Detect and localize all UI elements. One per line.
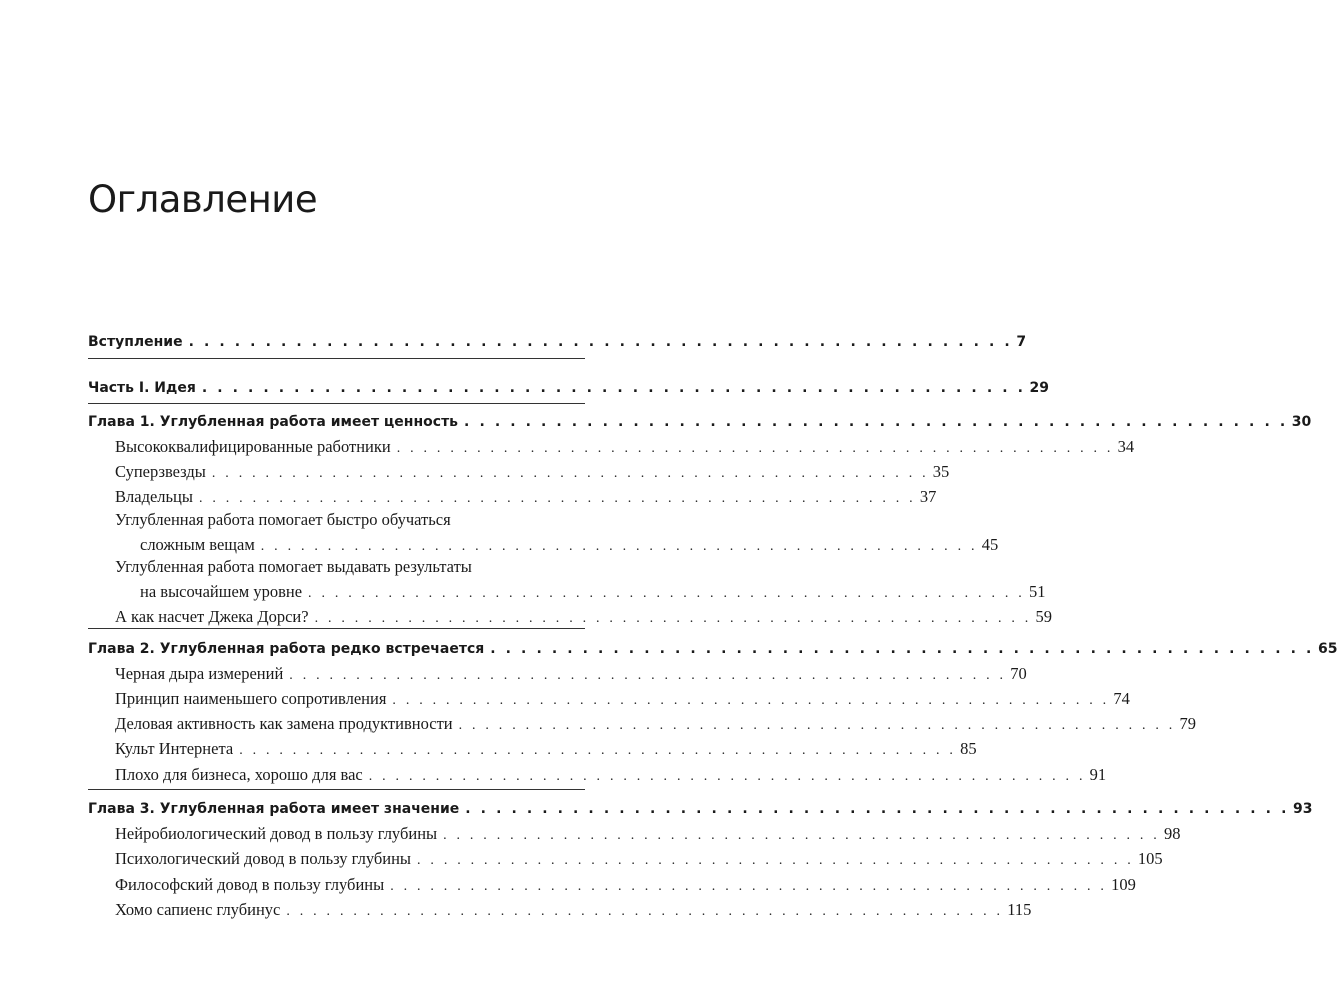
toc-entry-label-line1: Углубленная работа помогает выдавать результаты: [115, 557, 472, 576]
dot-leader: . . . . . . . . . . . . . . . . . . . . . . . . . . . . . . . . . . . . . . . . . . . . . . . . . . . . . .: [390, 879, 1108, 894]
toc-entry-label: Суперзвезды: [115, 462, 206, 481]
dot-leader: . . . . . . . . . . . . . . . . . . . . . . . . . . . . . . . . . . . . . . . . . . . . . . . . . . . . . .: [465, 801, 1289, 817]
dot-leader: . . . . . . . . . . . . . . . . . . . . . . . . . . . . . . . . . . . . . . . . . . . . . . . . . . . . . .: [308, 586, 1025, 601]
dot-leader: . . . . . . . . . . . . . . . . . . . . . . . . . . . . . . . . . . . . . . . . . . . . . . . . . . . . . .: [211, 466, 929, 481]
toc-entry-section[interactable]: [115, 761, 1107, 785]
toc-page-number: 109: [1111, 875, 1136, 894]
toc-page-number: 85: [960, 739, 977, 758]
toc-entry-section[interactable]: [140, 531, 999, 555]
dot-leader: . . . . . . . . . . . . . . . . . . . . . . . . . . . . . . . . . . . . . . . . . . . . . . . . . . . . . .: [314, 611, 1032, 626]
toc-entry-section[interactable]: [115, 483, 937, 507]
section-rule: [88, 628, 585, 629]
toc-page-number: 65: [1317, 641, 1337, 657]
dot-leader: . . . . . . . . . . . . . . . . . . . . . . . . . . . . . . . . . . . . . . . . . . . . . . . . . . . . . .: [417, 853, 1134, 868]
toc-page-number: 74: [1113, 689, 1130, 708]
toc-page-number: 45: [981, 535, 999, 554]
toc-page-number: 34: [1117, 437, 1135, 456]
toc-entry-label: Часть I. Идея: [88, 380, 196, 396]
toc-entry-chapter1[interactable]: [88, 406, 1312, 430]
toc-entry-label: Черная дыра измерений: [115, 664, 284, 683]
toc-entry-label: А как насчет Джека Дорси?: [115, 607, 309, 626]
dot-leader: . . . . . . . . . . . . . . . . . . . . . . . . . . . . . . . . . . . . . . . . . . . . . . . . . . . . . .: [260, 539, 978, 554]
toc-entry-label: Психологический довод в пользу глубины: [115, 849, 412, 868]
toc-entry-section[interactable]: [115, 458, 950, 482]
dot-leader: . . . . . . . . . . . . . . . . . . . . . . . . . . . . . . . . . . . . . . . . . . . . . . . . . . . . . .: [239, 743, 957, 758]
toc-page-number: 93: [1293, 801, 1313, 817]
toc-entry-section[interactable]: [115, 660, 1027, 684]
toc-entry-section[interactable]: [115, 820, 1181, 844]
toc-entry-label: Культ Интернета: [115, 739, 234, 758]
toc-entry-chapter3[interactable]: [88, 793, 1313, 817]
dot-leader: . . . . . . . . . . . . . . . . . . . . . . . . . . . . . . . . . . . . . . . . . . . . . . . . . . . . . .: [289, 668, 1007, 683]
toc-entry-label: сложным вещам: [140, 535, 255, 554]
dot-leader: . . . . . . . . . . . . . . . . . . . . . . . . . . . . . . . . . . . . . . . . . . . . . . . . . . . . . .: [286, 904, 1004, 919]
toc-entry-section[interactable]: [115, 735, 977, 759]
toc-entry-label: Нейробиологический довод в пользу глубины: [115, 824, 438, 843]
toc-page-number: 29: [1029, 380, 1050, 396]
toc-entry-label: Высококвалифицированные работники: [115, 437, 391, 456]
dot-leader: . . . . . . . . . . . . . . . . . . . . . . . . . . . . . . . . . . . . . . . . . . . . . . . . . . . . . .: [464, 414, 1288, 430]
section-rule: [88, 358, 585, 359]
toc-page-number: 98: [1164, 824, 1181, 843]
toc-page-number: 105: [1137, 849, 1163, 868]
toc-entry-section[interactable]: [115, 603, 1052, 627]
toc-entry-label: на высочайшем уровне: [140, 582, 303, 601]
toc-page-number: 91: [1089, 765, 1107, 784]
toc-entry-label: Принцип наименьшего сопротивления: [115, 689, 387, 708]
toc-page-number: 35: [932, 462, 950, 481]
toc-entry-section[interactable]: [115, 685, 1130, 709]
dot-leader: . . . . . . . . . . . . . . . . . . . . . . . . . . . . . . . . . . . . . . . . . . . . . . . . . . . . . .: [458, 718, 1176, 733]
toc-entry-label: Философский довод в пользу глубины: [115, 875, 385, 894]
toc-entry-label: Хомо сапиенс глубинус: [115, 900, 281, 919]
toc-page-number: 79: [1179, 714, 1197, 733]
dot-leader: . . . . . . . . . . . . . . . . . . . . . . . . . . . . . . . . . . . . . . . . . . . . . . . . . . . . . .: [490, 641, 1314, 657]
toc-entry-label: Владельцы: [115, 487, 193, 506]
section-rule: [88, 403, 585, 404]
toc-page-number: 51: [1028, 582, 1046, 601]
toc-page-number: 7: [1016, 334, 1027, 350]
toc-entry-label: Плохо для бизнеса, хорошо для вас: [115, 765, 363, 784]
toc-entry-label: Глава 1. Углубленная работа имеет ценность: [88, 414, 459, 430]
dot-leader: . . . . . . . . . . . . . . . . . . . . . . . . . . . . . . . . . . . . . . . . . . . . . . . . . . . . . .: [368, 769, 1086, 784]
toc-page-number: 37: [919, 487, 937, 506]
dot-leader: . . . . . . . . . . . . . . . . . . . . . . . . . . . . . . . . . . . . . . . . . . . . . . . . . . . . . .: [201, 380, 1026, 396]
toc-entry-label: Глава 3. Углубленная работа имеет значение: [88, 801, 460, 817]
dot-leader: . . . . . . . . . . . . . . . . . . . . . . . . . . . . . . . . . . . . . . . . . . . . . . . . . . . . . .: [396, 441, 1114, 456]
toc-entry-part1[interactable]: [88, 372, 1050, 396]
toc-entry-section[interactable]: [115, 433, 1135, 457]
toc-entry-chapter2[interactable]: [88, 633, 1337, 657]
toc-entry-section[interactable]: [115, 710, 1197, 734]
dot-leader: . . . . . . . . . . . . . . . . . . . . . . . . . . . . . . . . . . . . . . . . . . . . . . . . . . . . . .: [188, 334, 1013, 350]
toc-entry-label: Вступление: [88, 334, 183, 350]
toc-entry-label: Деловая активность как замена продуктивности: [115, 714, 453, 733]
toc-entry-intro[interactable]: [88, 326, 1027, 350]
toc-page-number: 115: [1007, 900, 1032, 919]
toc-entry-section[interactable]: [115, 871, 1136, 895]
toc-entry-section[interactable]: [115, 845, 1163, 869]
toc-entry-label-line1: Углубленная работа помогает быстро обучаться: [115, 510, 451, 529]
toc-page-number: 59: [1035, 607, 1052, 626]
toc-entry-section[interactable]: [115, 896, 1032, 920]
toc-entry-section[interactable]: [140, 578, 1046, 602]
dot-leader: . . . . . . . . . . . . . . . . . . . . . . . . . . . . . . . . . . . . . . . . . . . . . . . . . . . . . .: [392, 693, 1110, 708]
section-rule: [88, 789, 585, 790]
dot-leader: . . . . . . . . . . . . . . . . . . . . . . . . . . . . . . . . . . . . . . . . . . . . . . . . . . . . . .: [198, 491, 916, 506]
toc-page-number: 30: [1291, 414, 1312, 430]
page-title: Оглавление: [88, 178, 318, 221]
dot-leader: . . . . . . . . . . . . . . . . . . . . . . . . . . . . . . . . . . . . . . . . . . . . . . . . . . . . . .: [443, 828, 1161, 843]
toc-entry-label: Глава 2. Углубленная работа редко встречается: [88, 641, 485, 657]
toc-page-number: 70: [1010, 664, 1027, 683]
